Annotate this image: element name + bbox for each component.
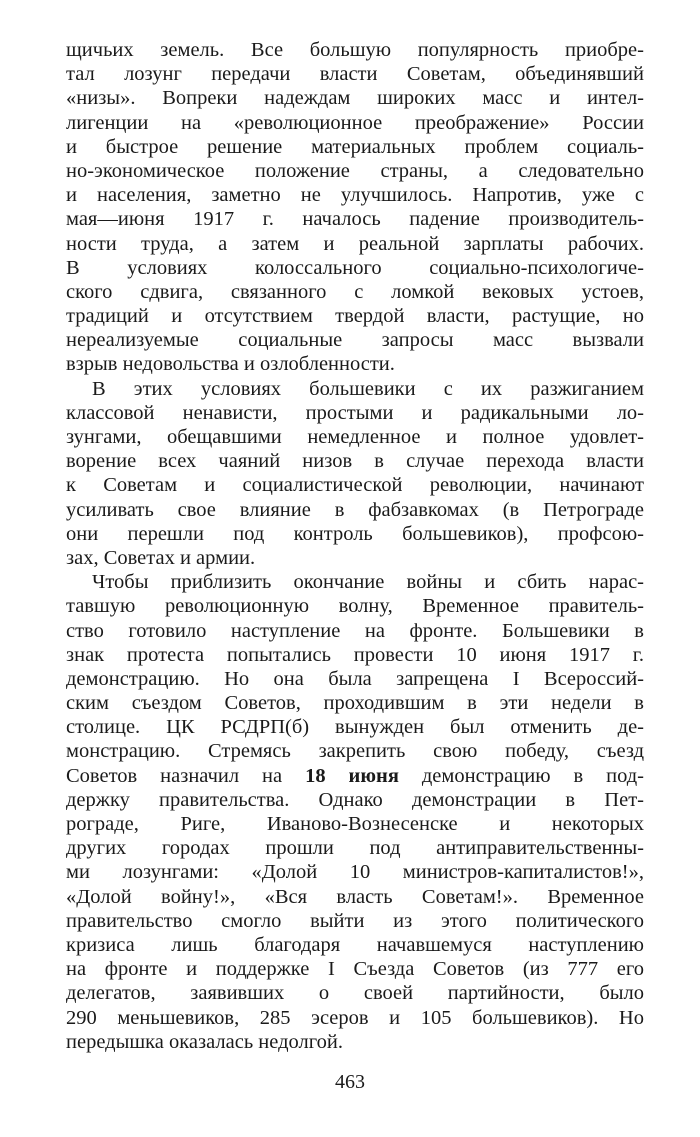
text-line: «низы». Вопреки надеждам широких масс и интел-: [66, 87, 644, 110]
text-line: других городах прошли под антиправительственны-: [66, 837, 644, 860]
text-line: но-экономическое положение страны, а следовательно: [66, 159, 644, 182]
text-line: зунгами, обещавшими немедленное и полное удовлет-: [66, 426, 644, 448]
text-line: рограде, Риге, Иваново-Вознесенске и некоторых: [66, 813, 644, 835]
text-line: В этих условиях большевики с их разжиганием: [92, 377, 644, 400]
text-line: кризиса лишь благодаря начавшемуся наступлению: [66, 933, 644, 956]
page-number: 463: [335, 1071, 365, 1093]
text-fragment: Советов назначил на: [66, 764, 306, 787]
text-line: классовой ненависти, простыми и радикальными ло-: [66, 401, 644, 424]
paragraph-3: [66, 570, 644, 1054]
paragraph-2: [66, 377, 644, 571]
text-line: традиций и отсутствием твердой власти, растущие, но: [66, 305, 644, 328]
text-line: монстрацию. Стремясь закрепить свою победу, съезд: [66, 740, 644, 763]
text-line: делегатов, заявивших о своей партийности, было: [66, 982, 644, 1005]
text-line: ности труда, а затем и реальной зарплаты рабочих.: [66, 232, 644, 255]
bold-date: 18 июня: [305, 764, 399, 787]
text-line: ство готовило наступление на фронте. Большевики в: [66, 619, 644, 642]
text-line: тавшую революционную волну, Временное правитель-: [66, 595, 644, 618]
text-line: и быстрое решение материальных проблем социаль-: [66, 135, 644, 158]
text-line: нереализуемые социальные запросы масс вызвали: [66, 329, 644, 352]
text-line: усиливать свое влияние в фабзавкомах (в Петрограде: [66, 498, 644, 521]
text-line-with-bold: [66, 764, 644, 788]
text-line: знак протеста попытались провести 10 июня 1917 г.: [66, 643, 644, 666]
text-line: к Советам и социалистической революции, начинают: [66, 474, 644, 497]
text-line: передышка оказалась недолгой.: [66, 1030, 343, 1053]
text-line: на фронте и поддержке I Съезда Советов (из 777 его: [66, 958, 644, 981]
text-line: держку правительства. Однако демонстрации в Пет-: [66, 788, 644, 811]
text-line: тал лозунг передачи власти Советам, объединявший: [66, 63, 644, 86]
paragraph-1: [66, 38, 644, 377]
text-line: ским съездом Советов, проходившим в эти недели в: [66, 692, 644, 715]
text-line: и населения, заметно не улучшилось. Напротив, уже с: [66, 184, 644, 207]
text-fragment: демонстрацию в под-: [398, 764, 644, 787]
text-line: лигенции на «революционное преображение» России: [66, 111, 644, 134]
text-line: они перешли под контроль большевиков), профсою-: [66, 522, 644, 545]
text-line: ворение всех чаяний низов в случае перехода власти: [66, 450, 644, 473]
text-line: «Долой войну!», «Вся власть Советам!». Временное: [66, 885, 644, 908]
text-line: демонстрацию. Но она была запрещена I Всероссий-: [66, 667, 644, 690]
text-line: зах, Советах и армии.: [66, 546, 256, 569]
text-line: 290 меньшевиков, 285 эсеров и 105 большевиков). Но: [66, 1006, 644, 1029]
text-line: щичьих земель. Все большую популярность приобре-: [66, 39, 644, 61]
text-line: ского сдвига, связанного с ломкой вековых устоев,: [66, 280, 644, 303]
text-line: ми лозунгами: «Долой 10 министров-капиталистов!»,: [66, 861, 644, 884]
text-line: мая—июня 1917 г. началось падение производитель-: [66, 208, 644, 231]
text-line: взрыв недовольства и озлобленности.: [66, 353, 395, 376]
page-text: [66, 38, 644, 1054]
text-line: В условиях колоссального социально-психологиче-: [66, 256, 644, 279]
text-line: Чтобы приблизить окончание войны и сбить нарас-: [92, 571, 644, 594]
text-line: правительство смогло выйти из этого политического: [66, 909, 644, 932]
text-line: столице. ЦК РСДРП(б) вынужден был отменить де-: [66, 716, 644, 739]
